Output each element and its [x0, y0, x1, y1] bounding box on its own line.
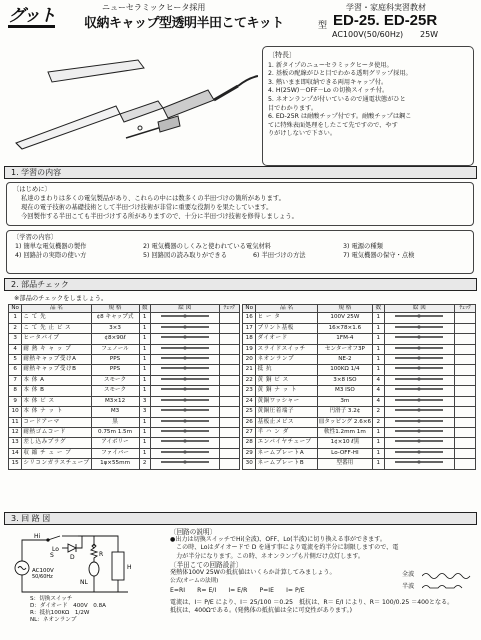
cell-spec: 1FM-4	[317, 334, 372, 344]
cell-qty: 1	[373, 355, 384, 365]
table-row	[9, 427, 240, 437]
part-figure	[384, 365, 455, 375]
intro-box	[6, 182, 474, 226]
col-spec: 規 格	[317, 305, 372, 313]
cell-spec: M3×12	[91, 396, 139, 406]
col-qty: 数	[373, 305, 384, 313]
calc-heading: 〔半田こての回路設計〕	[170, 560, 243, 569]
content-item: 4) 回路計の実際の使い方	[15, 252, 87, 259]
features-heading: 〔特長〕	[268, 51, 296, 59]
cell-qty: 1	[139, 427, 150, 437]
cell-spec: 3m	[317, 396, 372, 406]
cell-spec: PPS	[91, 355, 139, 365]
cell-name: 本 体 B	[22, 386, 91, 396]
cell-qty: 1	[139, 323, 150, 333]
check-box[interactable]	[455, 365, 476, 375]
cell-spec: M3 ISO	[317, 386, 372, 396]
content-heading: 〔学習の内容〕	[13, 234, 58, 241]
cell-spec: 1¢×10 ℓ黒	[317, 438, 372, 448]
check-box[interactable]	[455, 334, 476, 344]
label-hi: Hi	[34, 533, 41, 540]
part-figure	[384, 386, 455, 396]
table-row	[243, 344, 476, 354]
cell-name: 黄銅ワッシャー	[256, 396, 317, 406]
label-nl: NL	[80, 579, 88, 586]
cell-no: 28	[243, 438, 256, 448]
intro-heading: 〔はじめに〕	[13, 186, 51, 193]
table-row	[243, 386, 476, 396]
calc-line: 発熱体100V 25Wの抵抗値はいくらか計算してみましょう。	[170, 569, 336, 577]
cell-name: ヒ ー タ	[256, 313, 317, 323]
part-figure	[384, 438, 455, 448]
cell-name: スライドスイッチ	[256, 344, 317, 354]
check-box[interactable]	[219, 344, 240, 354]
content-item: 1) 簡単な電気機器の製作	[15, 243, 87, 250]
cell-qty: 1	[373, 459, 384, 469]
cell-no: 2	[9, 323, 22, 333]
check-box[interactable]	[455, 459, 476, 469]
part-figure	[150, 386, 219, 396]
content-box	[6, 230, 474, 274]
part-figure	[384, 417, 455, 427]
table-row	[9, 323, 240, 333]
cell-spec: ¢8 キャップ式	[91, 313, 139, 323]
part-figure	[384, 407, 455, 417]
cell-no: 10	[9, 407, 22, 417]
content-item: 2) 電気機器のしくみと使われている電気材料	[143, 243, 272, 250]
part-figure	[384, 375, 455, 385]
cell-name: エンパイヤチューブ	[256, 438, 317, 448]
col-name: 品 名	[22, 305, 91, 313]
cell-no: 12	[9, 427, 22, 437]
part-figure	[384, 344, 455, 354]
cell-no: 11	[9, 417, 22, 427]
cell-no: 29	[243, 448, 256, 458]
cell-no: 25	[243, 407, 256, 417]
check-box[interactable]	[219, 334, 240, 344]
cell-name: 半 ハ ン ダ	[256, 427, 317, 437]
cell-name: 耐熱ゴムコード	[22, 427, 91, 437]
part-figure	[150, 375, 219, 385]
cell-no: 24	[243, 396, 256, 406]
cell-name: 収 縮 チ ュ ー ブ	[22, 448, 91, 458]
table-row	[243, 448, 476, 458]
cell-name: 抵 抗	[256, 365, 317, 375]
legend-item: S：切換スイッチ	[30, 596, 73, 602]
check-box[interactable]	[455, 375, 476, 385]
check-box[interactable]	[455, 438, 476, 448]
table-row	[243, 396, 476, 406]
col-no: No	[243, 305, 256, 313]
cell-qty: 1	[139, 386, 150, 396]
table-row	[243, 355, 476, 365]
part-figure	[150, 417, 219, 427]
cell-no: 9	[9, 396, 22, 406]
cell-no: 3	[9, 334, 22, 344]
check-box[interactable]	[455, 313, 476, 323]
cell-no: 4	[9, 344, 22, 354]
cell-name: 本 体 ビ ス	[22, 396, 91, 406]
table-row	[9, 334, 240, 344]
cell-spec: 100V 25W	[317, 313, 372, 323]
cell-name: 耐 熱 キ ャ ッ プ	[22, 344, 91, 354]
part-figure	[150, 396, 219, 406]
cell-qty: 1	[373, 438, 384, 448]
cell-qty: 1	[139, 355, 150, 365]
circuit-explanation	[170, 528, 476, 636]
cell-no: 19	[243, 344, 256, 354]
cell-spec: ファイバー	[91, 448, 139, 458]
feature-item: 6. ED-25R は耐酸チップ付です。耐酸チップは鋼こ	[268, 113, 412, 121]
table-row	[243, 438, 476, 448]
table-row	[9, 386, 240, 396]
content-item: 6) 半田づけの方法	[253, 252, 306, 259]
cell-qty: 4	[373, 396, 384, 406]
table-header-row	[9, 305, 240, 313]
cell-no: 5	[9, 355, 22, 365]
cell-no: 15	[9, 459, 22, 469]
check-box[interactable]	[219, 407, 240, 417]
cell-no: 7	[9, 375, 22, 385]
cell-qty: 1	[373, 313, 384, 323]
cell-no: 21	[243, 365, 256, 375]
table-row	[9, 365, 240, 375]
voltage: AC100V(50/60Hz)	[332, 30, 404, 39]
cell-name: 基板止メビス	[256, 417, 317, 427]
cell-qty: 1	[373, 365, 384, 375]
table-row	[243, 365, 476, 375]
cell-no: 6	[9, 365, 22, 375]
col-qty: 数	[139, 305, 150, 313]
check-box[interactable]	[219, 323, 240, 333]
cell-name: 本 体 ナ ッ ト	[22, 407, 91, 417]
part-figure	[150, 355, 219, 365]
col-check: ﾁｪｯｸ	[455, 305, 476, 313]
check-box[interactable]	[219, 365, 240, 375]
cell-spec: アイボリー	[91, 438, 139, 448]
section-heading-parts: 2. 部品チェック	[4, 278, 477, 291]
formula-note: 公式(オームの法則)	[170, 578, 219, 585]
part-figure	[150, 438, 219, 448]
part-figure	[384, 334, 455, 344]
cell-qty: 1	[139, 448, 150, 458]
cell-name: ネームプレートB	[256, 459, 317, 469]
part-figure	[384, 448, 455, 458]
cell-spec: 軟性1.2mm 1m	[317, 427, 372, 437]
feature-item: 4. H(25W)－OFF－Lo の切換スイッチ付。	[268, 87, 389, 95]
calc-note: 抵抗は、400Ωである。(発熱体の抵抗値は全に可変性があります。)	[170, 607, 353, 615]
wave-half-label: 半波	[402, 583, 415, 591]
table-row	[243, 313, 476, 323]
cell-spec: 0.75m 1.5m	[91, 427, 139, 437]
table-row	[9, 407, 240, 417]
feature-item: てに特殊表面処理をしたこて先ですので、やす	[268, 121, 398, 129]
feature-item: 1. 新タイプのニューセラミックヒータ使用。	[268, 61, 393, 69]
model-number: ED-25. ED-25R	[333, 12, 438, 29]
cell-qty: 2	[373, 407, 384, 417]
part-figure	[384, 427, 455, 437]
section-heading-circuit: 3. 回 路 図	[4, 512, 477, 525]
cell-no: 26	[243, 417, 256, 427]
label-ac: AC100V	[32, 568, 54, 574]
cell-spec: 黒	[91, 417, 139, 427]
circuit-legend	[30, 596, 106, 624]
cell-name: 黄 銅 ナ ッ ト	[256, 386, 317, 396]
cell-spec: 3×3	[91, 323, 139, 333]
wave-full-label: 全波	[402, 571, 415, 579]
explain-heading: 〔回路の説明〕	[170, 528, 217, 536]
part-figure	[150, 407, 219, 417]
cell-no: 16	[243, 313, 256, 323]
parts-note: ※部品のチェックをしましょう。	[14, 295, 108, 302]
cell-name: 黄銅圧着端子	[256, 407, 317, 417]
content-item: 7) 電気機器の保守・点検	[343, 252, 415, 259]
cell-no: 22	[243, 375, 256, 385]
legend-item: NL：ネオンランプ	[30, 617, 77, 623]
page-header	[0, 0, 481, 40]
check-box[interactable]	[455, 355, 476, 365]
cell-name: コードアーマ	[22, 417, 91, 427]
cell-name: こ て 先 止 ビ ス	[22, 323, 91, 333]
table-row	[243, 375, 476, 385]
col-name: 品 名	[256, 305, 317, 313]
subtitle: ニューセラミックヒータ採用	[102, 3, 206, 12]
part-figure	[384, 355, 455, 365]
table-row	[9, 355, 240, 365]
table-row	[243, 407, 476, 417]
cell-no: 20	[243, 355, 256, 365]
cell-name: 耐熱キャップ受けB	[22, 365, 91, 375]
cell-qty: 4	[373, 375, 384, 385]
label-s: S	[50, 552, 54, 559]
check-box[interactable]	[219, 417, 240, 427]
table-header-row	[243, 305, 476, 313]
cell-qty: 1	[139, 313, 150, 323]
cell-name: 黄 銅 ビ ス	[256, 375, 317, 385]
table-row	[9, 417, 240, 427]
cell-qty: 4	[373, 386, 384, 396]
table-row	[9, 396, 240, 406]
model-prefix: 型	[318, 21, 328, 31]
feature-item: 目でわかります。	[268, 104, 318, 112]
check-box[interactable]	[219, 375, 240, 385]
col-no: No	[9, 305, 22, 313]
part-figure	[384, 323, 455, 333]
label-r: R	[99, 551, 104, 558]
part-figure	[150, 459, 219, 469]
table-row	[9, 313, 240, 323]
cell-qty: 3	[139, 396, 150, 406]
page-title: 収納キャップ型透明半田こてキット	[84, 16, 284, 31]
features-box	[262, 46, 474, 166]
check-box[interactable]	[455, 417, 476, 427]
feature-item: りがけしないで下さい。	[268, 130, 337, 138]
cell-spec: スモーク	[91, 375, 139, 385]
feature-item: 5. ネオンランプが付いているので通電状態がひと	[268, 95, 406, 103]
table-row	[243, 323, 476, 333]
explain-line: ●出力は切換スイッチでHi(全波)、OFF、Lo(半波)に切り換える事ができます。	[170, 536, 386, 544]
cell-no: 30	[243, 459, 256, 469]
check-box[interactable]	[219, 396, 240, 406]
formula-ohm: E=RI R= E/I I= E/R P=IE I= P/E	[170, 587, 305, 595]
cell-no: 23	[243, 386, 256, 396]
explain-line: この時、Loはダイオードで D を通す事により電流を約半分に制限しますので、電	[170, 544, 399, 552]
cell-qty: 1	[373, 448, 384, 458]
label-d: D	[70, 554, 75, 561]
intro-line: 現在の電子技術の基礎技術として半田づけ技術が非常に重要な役割りを果たしています。	[21, 204, 273, 211]
cell-spec: 型番用	[317, 459, 372, 469]
cell-name: ネオンランプ	[256, 355, 317, 365]
cell-qty: 2	[373, 417, 384, 427]
cell-spec: 3×8 ISO	[317, 375, 372, 385]
check-box[interactable]	[219, 355, 240, 365]
cell-no: 18	[243, 334, 256, 344]
legend-item: D：ダイオード 400V 0.8A	[30, 603, 107, 609]
cell-no: 17	[243, 323, 256, 333]
cell-qty: 1	[373, 323, 384, 333]
intro-line: 今回製作する半田こても半田づけする所がありますので、十分に半田づけ技術を修得しましょう。	[21, 213, 298, 220]
cell-no: 8	[9, 386, 22, 396]
cell-spec: ¢8×90ℓ	[91, 334, 139, 344]
part-figure	[150, 334, 219, 344]
explain-line: 力が半分になります。この時、ネオンランプも片側だけ点灯します。	[170, 552, 365, 560]
wattage: 25W	[420, 30, 439, 39]
cell-name: シリコンガラスチューブ	[22, 459, 91, 469]
col-spec: 規 格	[91, 305, 139, 313]
study-label: 学習・家庭科実習教材	[346, 3, 426, 12]
check-box[interactable]	[455, 427, 476, 437]
check-box[interactable]	[219, 313, 240, 323]
part-figure	[150, 323, 219, 333]
col-figure: 絵 図	[150, 305, 219, 313]
cell-no: 1	[9, 313, 22, 323]
feature-item: 3. 熱いまま即収納できる両用キャップ付。	[268, 78, 388, 86]
cell-spec: 16×78×1.6	[317, 323, 372, 333]
part-figure	[384, 396, 455, 406]
cell-spec: Lo-OFF-HI	[317, 448, 372, 458]
table-row	[243, 427, 476, 437]
part-figure	[384, 459, 455, 469]
cell-qty: 1	[139, 334, 150, 344]
cell-spec: 1φ×55mm	[91, 459, 139, 469]
cell-name: 耐熱キャップ受けA	[22, 355, 91, 365]
cell-qty: 1	[139, 417, 150, 427]
part-figure	[150, 313, 219, 323]
cell-name: プリント基板	[256, 323, 317, 333]
table-row	[9, 438, 240, 448]
brand-logo: グット	[8, 6, 56, 26]
check-box[interactable]	[219, 427, 240, 437]
cell-qty: 1	[139, 365, 150, 375]
cell-no: 13	[9, 438, 22, 448]
table-row	[9, 344, 240, 354]
cell-no: 14	[9, 448, 22, 458]
check-box[interactable]	[455, 323, 476, 333]
check-box[interactable]	[455, 396, 476, 406]
check-box[interactable]	[219, 386, 240, 396]
cell-spec: 円滑子 3.2¢	[317, 407, 372, 417]
cell-spec: 皿タッピング 2.6×6	[317, 417, 372, 427]
cell-name: 本 体 A	[22, 375, 91, 385]
cell-name: ダイオード	[256, 334, 317, 344]
cell-spec: NE-2	[317, 355, 372, 365]
table-row	[243, 417, 476, 427]
part-figure	[150, 427, 219, 437]
cell-spec: M3	[91, 407, 139, 417]
feature-item: 2. 基板の配線がひと目でわかる透明グリップ採用。	[268, 70, 412, 78]
cell-qty: 1	[373, 344, 384, 354]
table-row	[9, 459, 240, 469]
part-figure	[150, 365, 219, 375]
check-box[interactable]	[219, 459, 240, 469]
intro-line: 私達のまわりは多くの電気製品があり、これらの中には数多くの半田づけの箇所があります。	[21, 195, 285, 202]
cell-qty: 1	[139, 438, 150, 448]
cell-no: 27	[243, 427, 256, 437]
cell-name: ヒータパイプ	[22, 334, 91, 344]
check-box[interactable]	[455, 344, 476, 354]
content-row	[13, 242, 467, 251]
legend-item: R：抵抗100KΩ 1/2W	[30, 610, 90, 616]
cell-qty: 1	[373, 427, 384, 437]
cell-name: ネームプレートA	[256, 448, 317, 458]
cell-spec: フェノール	[91, 344, 139, 354]
cell-name: こ て 先	[22, 313, 91, 323]
check-box[interactable]	[455, 407, 476, 417]
part-figure	[150, 344, 219, 354]
parts-table-left	[8, 304, 240, 470]
part-figure	[384, 313, 455, 323]
content-item: 3) 電源の種類	[343, 243, 383, 250]
cell-spec: 100KΩ 1/4	[317, 365, 372, 375]
label-h: H	[127, 564, 132, 571]
check-box[interactable]	[455, 448, 476, 458]
check-box[interactable]	[219, 448, 240, 458]
cell-qty: 3	[139, 407, 150, 417]
table-row	[243, 459, 476, 469]
parts-table-right	[242, 304, 476, 470]
cell-qty: 1	[139, 344, 150, 354]
check-box[interactable]	[455, 386, 476, 396]
part-figure	[150, 448, 219, 458]
section-heading-learning: 1. 学習の内容	[4, 166, 477, 179]
content-item: 5) 回路図の読み取りができる	[143, 252, 228, 259]
cell-qty: 2	[139, 459, 150, 469]
col-check: ﾁｪｯｸ	[219, 305, 240, 313]
cell-name: 差し込みプラグ	[22, 438, 91, 448]
label-hz: 50/60Hz	[32, 574, 53, 580]
waveform-icon	[422, 571, 472, 593]
soldering-iron-illustration	[8, 48, 258, 156]
table-row	[243, 334, 476, 344]
cell-spec: スモーク	[91, 386, 139, 396]
cell-spec: PPS	[91, 365, 139, 375]
content-row	[13, 251, 467, 260]
cell-qty: 1	[139, 375, 150, 385]
col-figure: 絵 図	[384, 305, 455, 313]
table-row	[9, 375, 240, 385]
cell-qty: 1	[373, 334, 384, 344]
table-row	[9, 448, 240, 458]
label-lo: Lo	[52, 546, 59, 553]
check-box[interactable]	[219, 438, 240, 448]
calc-result: 電流は、I＝ P/E により、I＝ 25/100 ＝0.25 抵抗は、R＝ E/I により、R＝ 100/0.25 ＝400となる。	[170, 599, 454, 607]
cell-spec: センターオフ3P	[317, 344, 372, 354]
circuit-diagram	[8, 532, 168, 596]
